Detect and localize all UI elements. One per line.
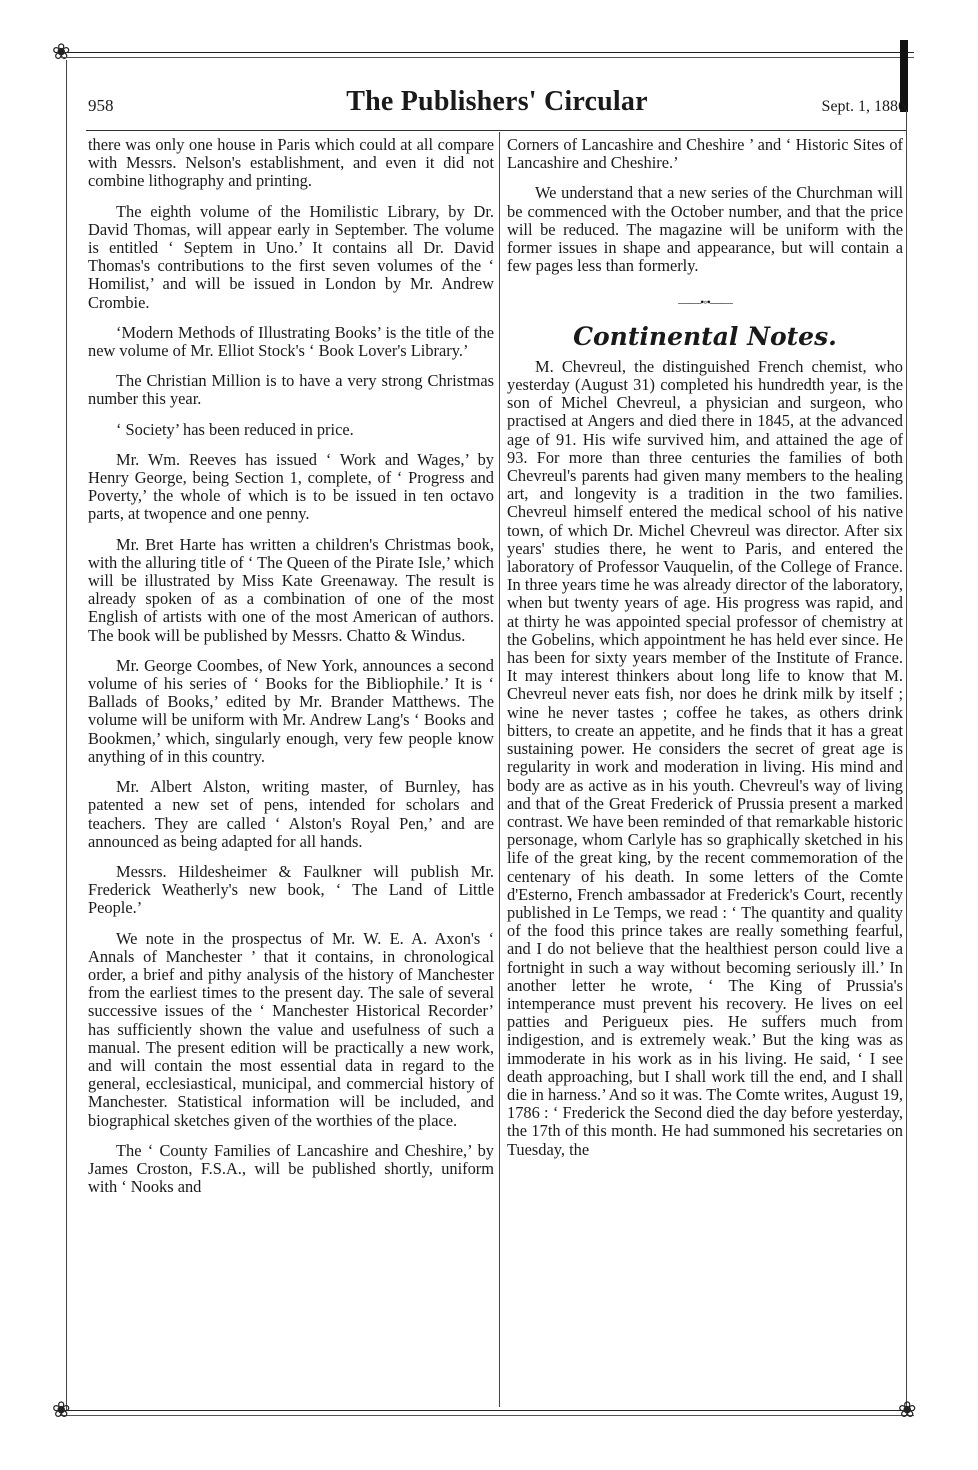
corner-ornament-icon: ❀ <box>898 1398 917 1423</box>
issue-date: Sept. 1, 1886 <box>821 98 906 115</box>
paragraph: ‘ Society’ has been reduced in price. <box>116 419 354 439</box>
bottom-border-rule <box>60 1410 914 1411</box>
header-rule <box>86 130 906 131</box>
paragraph: The Christian Million is to have a very strong Christmas number this year. <box>88 371 494 409</box>
paragraph: Corners of Lancashire and Cheshire ’ and ‘ Historic Sites of Lancashire and Cheshire.’ <box>507 135 903 173</box>
right-column <box>507 136 903 1171</box>
paragraph: Mr. Bret Harte has written a children's Christmas book, with the alluring title of ‘ The Queen of the Pirate Isle,’ which will be illustrated by Miss Kate Greenaway. The result is already spoken of as a combination of one of the most English of artists with one of the most American of authors. The book will be published by Messrs. Chatto & Windus. <box>88 534 494 645</box>
top-border-rule-inner <box>60 57 914 58</box>
paragraph: Messrs. Hildesheimer & Faulkner will publish Mr. Frederick Weatherly's new book, ‘ The Land of Little People.’ <box>88 861 494 918</box>
section-heading: Continental Notes. <box>573 321 837 351</box>
left-frame-line <box>66 60 67 1410</box>
paragraph: there was only one house in Paris which could at all compare with Messrs. Nelson's establishment, and even it did not combine lithography and printing. <box>88 135 494 191</box>
right-frame-line <box>906 110 907 1410</box>
paragraph: M. Chevreul, the distinguished French chemist, who yesterday (August 31) completed his hundredth year, is the son of Michel Chevreul, a physician and surgeon, who practised at Angers and died there in 1845, at the advanced age of 91. His wife survived him, and attained the age of 93. For more than three centuries the families of both Chevreul's parents had given many members to the healing art, and longevity is a tradition in the two families. Chevreul himself entered the medical school of his native town, of which Dr. Michel Chevreul was director. After six years' studies there, he went to Paris, and entered the laboratory of Professor Vauquelin, of the College of France. In three years time he was already director of the laboratory, when but twenty years of age. His progress was rapid, and at thirty he was appointed special professor of chemistry at the Gobelins, which appointment he has held ever since. He has been for sixty years member of the Institute of France. It may interest thinkers about long life to know that M. Chevreul never eats fish, nor does he drink milk by itself ; wine he never tastes ; coffee he takes, as others drink bitters, to create an appetite, and he finds that it has a great sustaining power. He considers the secret of great age is regularity in work and moderation in living. His mind and body are as active as in his youth. Chevreul's way of living and that of the Great Frederick of Prussia present a marked contrast. We have been reminded of that remarkable historic personage, whom Carlyle has so graphically sketched in his life of the great king, by the recent commemoration of the centenary of his death. In some letters of the Comte d'Esterno, French ambassador at Frederick's Court, recently published in Le Temps, we read : ‘ The quantity and quality of the food this prince takes are really something fearful, and I do not believe that the healthiest person could live a fortnight in such a way without becoming seriously ill.’ In another letter he wrote, ‘ The King of Prussia's intemperance must prevent his recovery. He lives on eel patties and Perigueux pies. He suffers much from indigestion, and is extremely weak.’ But the king was as immoderate in his work as in his living. He said, ‘ I see death approaching, but I shall work till the end, and I shall die in harness.’ And so it was. The Comte writes, August 19, 1786 : ‘ Frederick the Second died the day before yesterday, the 17th of this month. He had summoned his secretaries on Tuesday, the <box>507 356 903 1159</box>
paragraph: Mr. Albert Alston, writing master, of Burnley, has patented a new set of pens, intended for scholars and teachers. They are called ‘ Alston's Royal Pen,’ and are announced as being adapted for all hands. <box>88 777 494 851</box>
paragraph: The ‘ County Families of Lancashire and Cheshire,’ by James Croston, F.S.A., will be published shortly, uniform with ‘ Nooks and <box>88 1140 494 1197</box>
publication-title: The Publishers' Circular <box>346 86 648 117</box>
left-column <box>88 136 494 1200</box>
paragraph: We note in the prospectus of Mr. W. E. A. Axon's ‘ Annals of Manchester ’ that it contains, in chronological order, a brief and pithy analysis of the history of Manchester from the earliest times to the present day. The sale of several successive issues of the ‘ Manchester Historical Recorder’ has sufficiently shown the value and usefulness of such a manual. The present edition will be practically a new work, and will contain the most essential data in regard to the general, ecclesiastical, municipal, and commercial history of Manchester. Statistical information will be included, and biographical sketches given of the worthies of the place. <box>88 928 494 1130</box>
section-divider: ——•◦•—— <box>678 295 732 310</box>
paragraph: The eighth volume of the Homilistic Library, by Dr. David Thomas, will appear early in September. The volume is entitled ‘ Septem in Uno.’ It contains all Dr. David Thomas's contributions to the first seven volumes of the ‘ Homilist,’ and will be issued in London by Mr. Andrew Crombie. <box>88 201 494 312</box>
paragraph: We understand that a new series of the Churchman will be commenced with the October number, and that the price will be reduced. The magazine will be uniform with the former issues in shape and appearance, but will contain a few pages less than formerly. <box>507 183 903 276</box>
top-border-rule <box>60 52 914 53</box>
paragraph: Mr. George Coombes, of New York, announces a second volume of his series of ‘ Books for the Bibliophile.’ It is ‘ Ballads of Books,’ edited by Mr. Brander Matthews. The volume will be uniform with Mr. Andrew Lang's ‘ Books and Bookmen,’ which, singularly enough, very few people know anything of in this country. <box>88 655 494 766</box>
paragraph: Mr. Wm. Reeves has issued ‘ Work and Wages,’ by Henry George, being Section 1, complete, of ‘ Progress and Poverty,’ the whole of which is to be issued in ten octavo parts, at twopence and one penny. <box>88 449 494 524</box>
paragraph: ‘Modern Methods of Illustrating Books’ is the title of the new volume of Mr. Elliot Stock's ‘ Book Lover's Library.’ <box>88 322 494 361</box>
corner-ornament-icon: ❀ <box>52 1398 71 1423</box>
page-number: 958 <box>88 96 114 115</box>
page-header <box>88 86 906 126</box>
corner-ornament-icon: ❀ <box>52 40 71 65</box>
bottom-border-rule-inner <box>60 1415 914 1416</box>
column-divider <box>499 132 500 1407</box>
